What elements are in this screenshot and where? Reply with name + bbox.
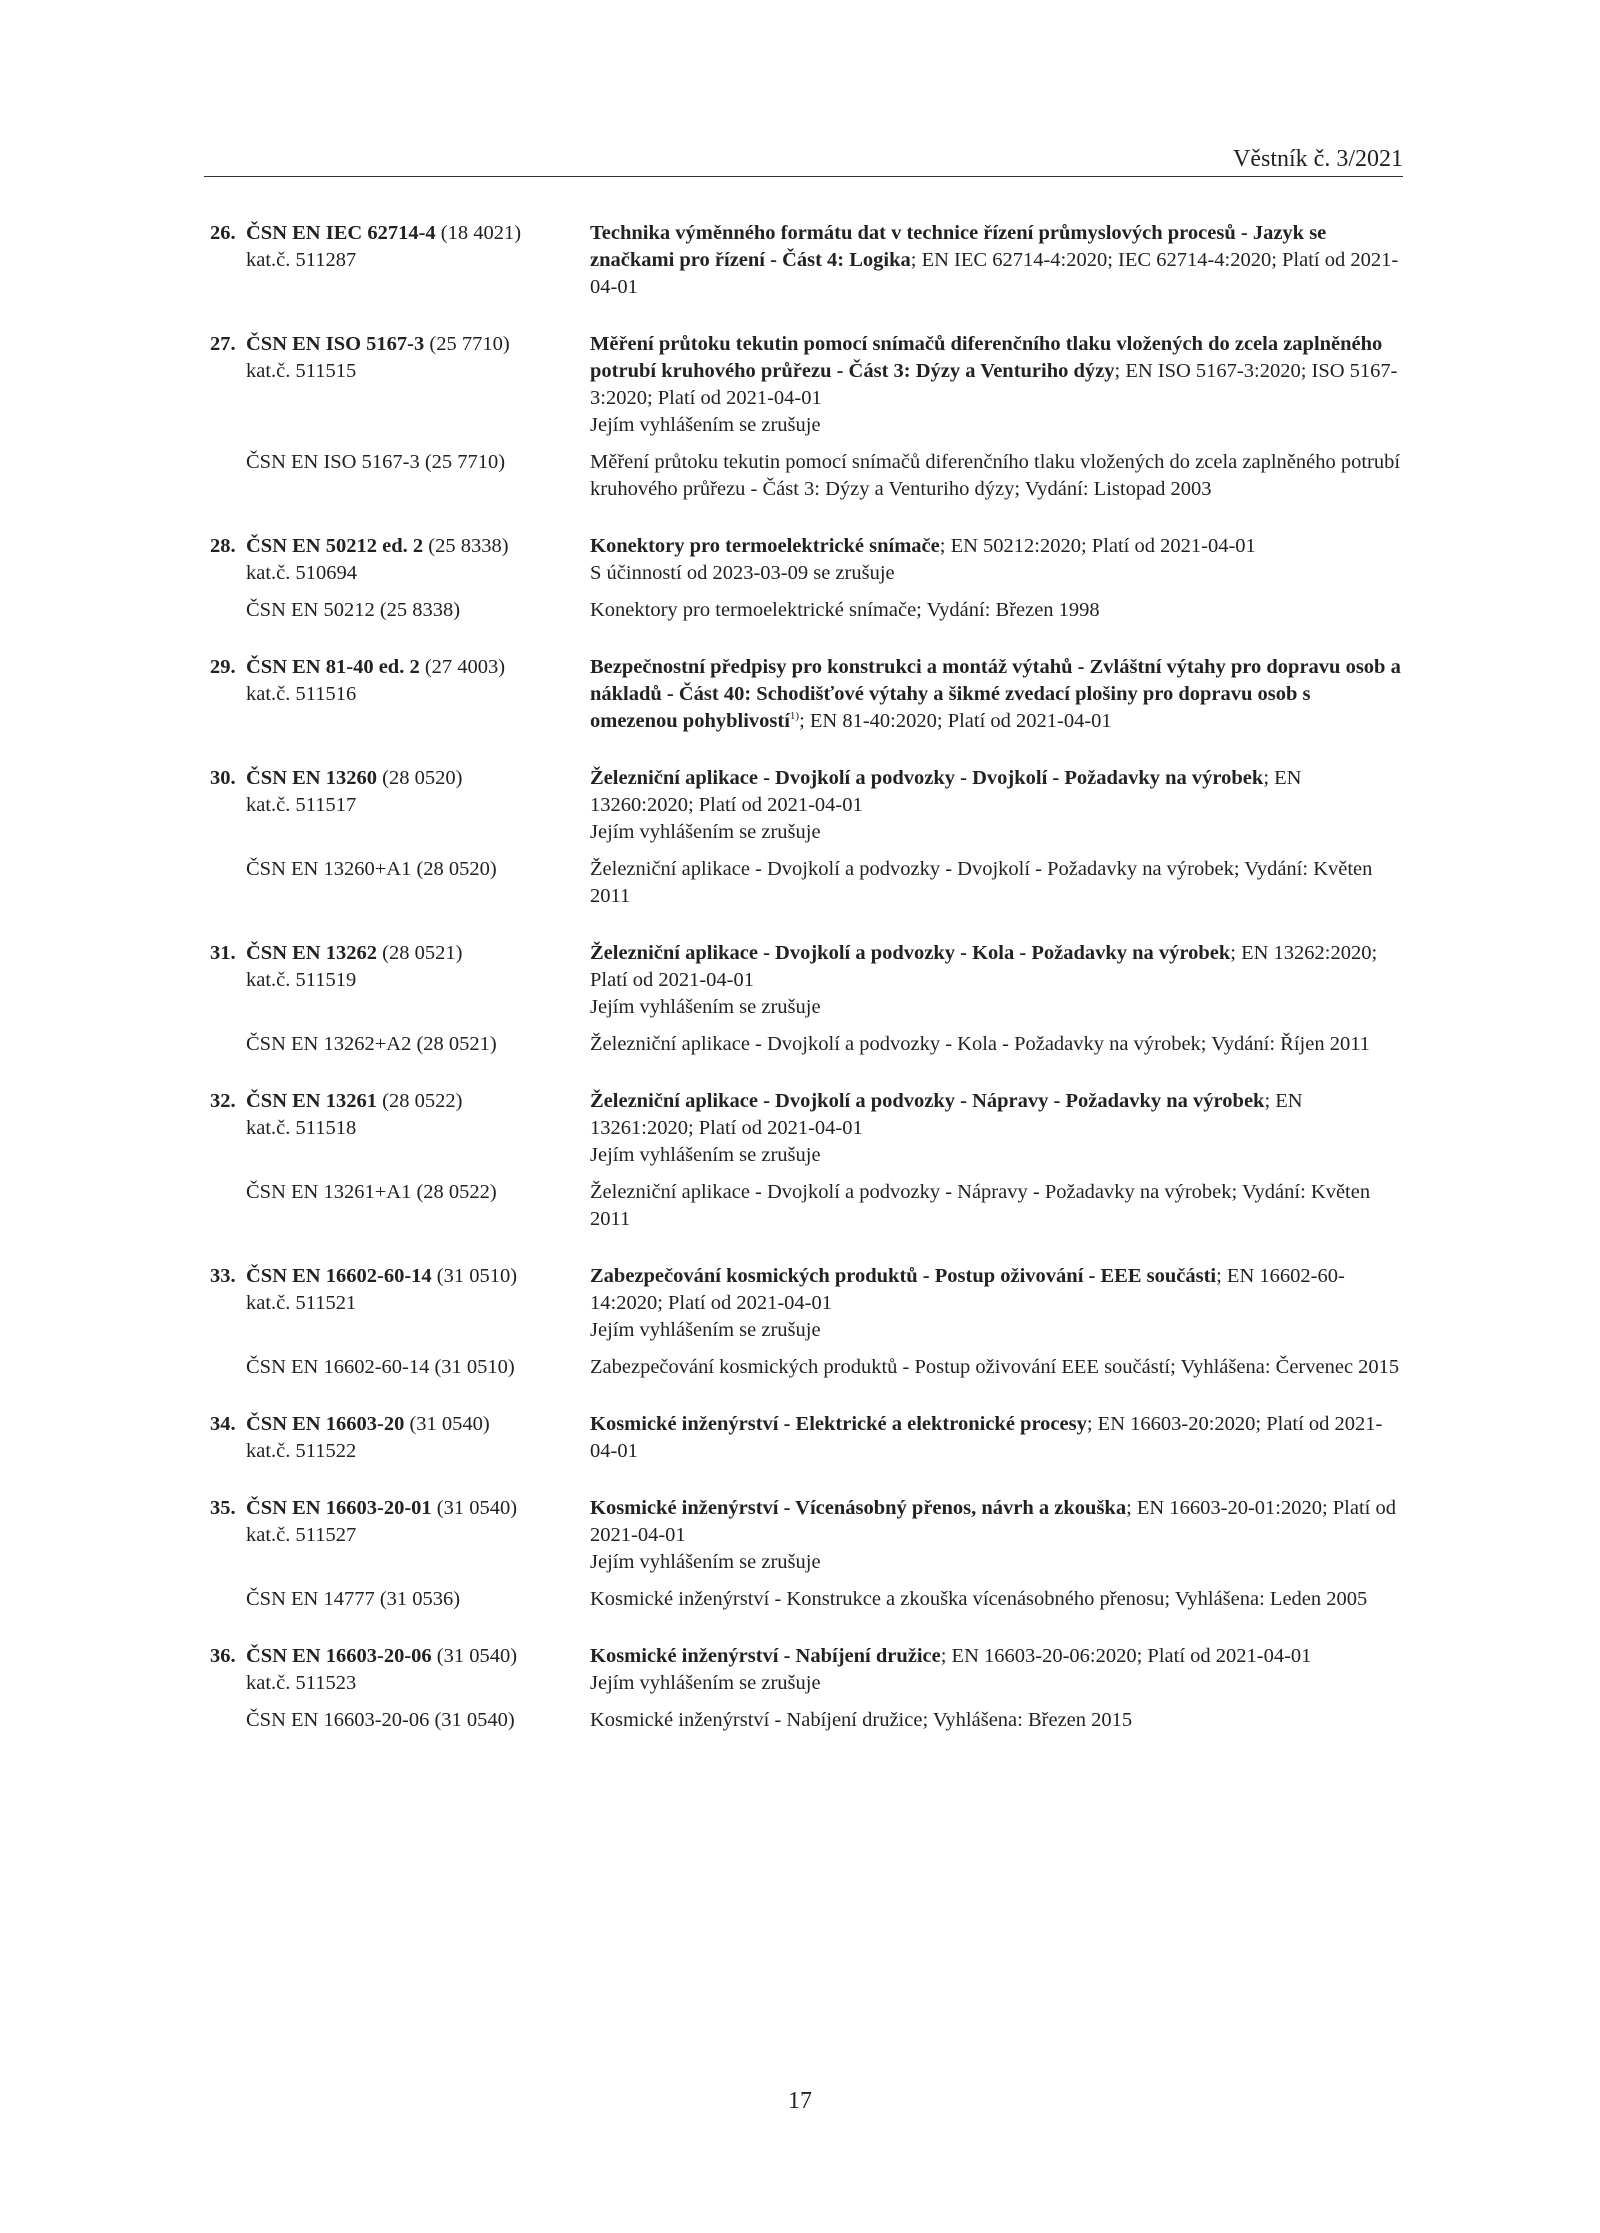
cancellation-note: Jejím vyhlášením se zrušuje bbox=[590, 1144, 821, 1166]
replaced-standard-text: Zabezpečování kosmických produktů - Postup oživování EEE součástí; Vyhlášena: Červenec 2015 bbox=[590, 1356, 1400, 1378]
standard-code: ČSN EN 50212 ed. 2 bbox=[246, 535, 424, 557]
page-number: 17 bbox=[788, 2088, 812, 2114]
class-code: (27 4003) bbox=[424, 656, 506, 678]
standard-title: Železniční aplikace - Dvojkolí a podvozky - Kola - Požadavky na výrobek bbox=[590, 942, 1231, 964]
entry-number: 27. bbox=[210, 333, 236, 355]
standard-title: Železniční aplikace - Dvojkolí a podvozky - Nápravy - Požadavky na výrobek bbox=[590, 1090, 1265, 1112]
standard-code: ČSN EN 16603-20 bbox=[246, 1413, 405, 1435]
standard-code: ČSN EN IEC 62714-4 bbox=[246, 222, 436, 244]
standard-info: ; EN IEC 62714-4:2020; IEC 62714-4:2020; Platí od 2021-04-01 bbox=[590, 249, 1399, 298]
standard-info: ; EN 16603-20-06:2020; Platí od 2021-04-01 bbox=[940, 1645, 1312, 1667]
standard-code: ČSN EN ISO 5167-3 bbox=[246, 333, 425, 355]
standard-code: ČSN EN 16603-20-01 bbox=[246, 1497, 432, 1519]
entry-number: 31. bbox=[210, 942, 236, 964]
catalog-number: kat.č. 511521 bbox=[246, 1292, 357, 1314]
standard-entry bbox=[210, 1088, 1403, 1233]
standard-entry bbox=[210, 331, 1403, 503]
catalog-number: kat.č. 511523 bbox=[246, 1672, 357, 1694]
standards-list bbox=[210, 220, 1403, 1764]
standard-title: Železniční aplikace - Dvojkolí a podvozky - Dvojkolí - Požadavky na výrobek bbox=[590, 767, 1264, 789]
class-code: (31 0540) bbox=[436, 1645, 518, 1667]
standard-entry bbox=[210, 654, 1403, 735]
standard-entry bbox=[210, 1411, 1403, 1465]
footnote-marker: 1) bbox=[789, 710, 800, 723]
replaced-standard-text: Železniční aplikace - Dvojkolí a podvozky - Dvojkolí - Požadavky na výrobek; Vydání: Květen 2011 bbox=[590, 858, 1373, 907]
standard-entry bbox=[210, 1263, 1403, 1381]
class-code: (28 0522) bbox=[382, 1090, 463, 1112]
replaced-standard-code: ČSN EN 13262+A2 (28 0521) bbox=[246, 1033, 497, 1055]
entry-number: 30. bbox=[210, 767, 236, 789]
replaced-standard-text: Železniční aplikace - Dvojkolí a podvozky - Kola - Požadavky na výrobek; Vydání: Říjen 2011 bbox=[590, 1033, 1370, 1055]
entry-number: 36. bbox=[210, 1645, 236, 1667]
standard-info: ; EN 13262:2020; Platí od 2021-04-01 bbox=[590, 942, 1378, 991]
entry-number: 26. bbox=[210, 222, 236, 244]
entry-number: 32. bbox=[210, 1090, 236, 1112]
replaced-standard-code: ČSN EN 14777 (31 0536) bbox=[246, 1588, 461, 1610]
class-code: (18 4021) bbox=[440, 222, 522, 244]
standard-entry bbox=[210, 940, 1403, 1058]
standard-title: Kosmické inženýrství - Nabíjení družice bbox=[590, 1645, 941, 1667]
standard-entry bbox=[210, 533, 1403, 624]
replaced-standard-code: ČSN EN 13260+A1 (28 0520) bbox=[246, 858, 497, 880]
class-code: (28 0520) bbox=[382, 767, 463, 789]
catalog-number: kat.č. 511522 bbox=[246, 1440, 357, 1462]
standard-title: Bezpečnostní předpisy pro konstrukci a montáž výtahů - Zvláštní výtahy pro dopravu osob a nákladů - Část 40: Schodišťové výtahy a šikmé zvedací plošiny pro dopravu osob s omezenou pohyblivostí bbox=[590, 656, 1401, 732]
entry-number: 28. bbox=[210, 535, 236, 557]
standard-info: ; EN 13260:2020; Platí od 2021-04-01 bbox=[590, 767, 1302, 816]
standard-title: Kosmické inženýrství - Elektrické a elektronické procesy bbox=[590, 1413, 1087, 1435]
standard-entry bbox=[210, 1643, 1403, 1734]
catalog-number: kat.č. 511516 bbox=[246, 683, 357, 705]
standard-code: ČSN EN 16603-20-06 bbox=[246, 1645, 432, 1667]
catalog-number: kat.č. 511287 bbox=[246, 249, 357, 271]
entry-number: 34. bbox=[210, 1413, 236, 1435]
replaced-standard-code: ČSN EN 13261+A1 (28 0522) bbox=[246, 1181, 497, 1203]
replaced-standard-code: ČSN EN 16602-60-14 (31 0510) bbox=[246, 1356, 515, 1378]
catalog-number: kat.č. 511518 bbox=[246, 1117, 357, 1139]
class-code: (31 0540) bbox=[436, 1497, 518, 1519]
standard-info: ; EN 16603-20:2020; Platí od 2021-04-01 bbox=[590, 1413, 1383, 1462]
replaced-standard-text: Konektory pro termoelektrické snímače; Vydání: Březen 1998 bbox=[590, 599, 1100, 621]
standard-entry bbox=[210, 1495, 1403, 1613]
standard-code: ČSN EN 13260 bbox=[246, 767, 377, 789]
entry-number: 29. bbox=[210, 656, 236, 678]
entry-number: 35. bbox=[210, 1497, 236, 1519]
cancellation-note: Jejím vyhlášením se zrušuje bbox=[590, 821, 821, 843]
replaced-standard-code: ČSN EN 16603-20-06 (31 0540) bbox=[246, 1709, 515, 1731]
standard-entry bbox=[210, 765, 1403, 910]
standard-code: ČSN EN 13262 bbox=[246, 942, 377, 964]
entry-number: 33. bbox=[210, 1265, 236, 1287]
cancellation-note: Jejím vyhlášením se zrušuje bbox=[590, 996, 821, 1018]
standard-info: ; EN ISO 5167-3:2020; ISO 5167-3:2020; Platí od 2021-04-01 bbox=[590, 360, 1398, 409]
replaced-standard-text: Měření průtoku tekutin pomocí snímačů diferenčního tlaku vložených do zcela zaplněného potrubí kruhového průřezu - Část 3: Dýzy a Venturiho dýzy; Vydání: Listopad 2003 bbox=[590, 451, 1401, 500]
standard-entry bbox=[210, 220, 1403, 301]
header-rule bbox=[204, 176, 1403, 177]
class-code: (25 8338) bbox=[428, 535, 509, 557]
replaced-standard-code: ČSN EN ISO 5167-3 (25 7710) bbox=[246, 451, 506, 473]
standard-code: ČSN EN 81-40 ed. 2 bbox=[246, 656, 420, 678]
replaced-standard-text: Kosmické inženýrství - Konstrukce a zkouška vícenásobného přenosu; Vyhlášena: Leden 2005 bbox=[590, 1588, 1368, 1610]
replaced-standard-code: ČSN EN 50212 (25 8338) bbox=[246, 599, 461, 621]
standard-title: Zabezpečování kosmických produktů - Postup oživování - EEE součásti bbox=[590, 1265, 1217, 1287]
class-code: (28 0521) bbox=[382, 942, 463, 964]
catalog-number: kat.č. 511519 bbox=[246, 969, 357, 991]
standard-title: Technika výměnného formátu dat v technice řízení průmyslových procesů - Jazyk se značkami pro řízení - Část 4: Logika bbox=[590, 222, 1327, 271]
standard-info: ; EN 16602-60-14:2020; Platí od 2021-04-01 bbox=[590, 1265, 1345, 1314]
catalog-number: kat.č. 511527 bbox=[246, 1524, 357, 1546]
catalog-number: kat.č. 511517 bbox=[246, 794, 357, 816]
catalog-number: kat.č. 510694 bbox=[246, 562, 358, 584]
replaced-standard-text: Železniční aplikace - Dvojkolí a podvozky - Nápravy - Požadavky na výrobek; Vydání: Květen 2011 bbox=[590, 1181, 1371, 1230]
standard-title: Kosmické inženýrství - Vícenásobný přenos, návrh a zkouška bbox=[590, 1497, 1127, 1519]
cancellation-note: S účinností od 2023-03-09 se zrušuje bbox=[590, 562, 895, 584]
standard-title: Měření průtoku tekutin pomocí snímačů diferenčního tlaku vložených do zcela zaplněného potrubí kruhového průřezu - Část 3: Dýzy a Venturiho dýzy bbox=[590, 333, 1383, 382]
standard-title: Konektory pro termoelektrické snímače bbox=[590, 535, 940, 557]
cancellation-note: Jejím vyhlášením se zrušuje bbox=[590, 1551, 821, 1573]
catalog-number: kat.č. 511515 bbox=[246, 360, 357, 382]
class-code: (25 7710) bbox=[429, 333, 510, 355]
cancellation-note: Jejím vyhlášením se zrušuje bbox=[590, 1672, 821, 1694]
standard-code: ČSN EN 16602-60-14 bbox=[246, 1265, 432, 1287]
replaced-standard-text: Kosmické inženýrství - Nabíjení družice; Vyhlášena: Březen 2015 bbox=[590, 1709, 1133, 1731]
cancellation-note: Jejím vyhlášením se zrušuje bbox=[590, 414, 821, 436]
class-code: (31 0540) bbox=[409, 1413, 490, 1435]
standard-code: ČSN EN 13261 bbox=[246, 1090, 377, 1112]
standard-info: ; EN 81-40:2020; Platí od 2021-04-01 bbox=[799, 710, 1112, 732]
page-header-title: Věstník č. 3/2021 bbox=[1233, 146, 1403, 172]
standard-info: ; EN 16603-20-01:2020; Platí od 2021-04-01 bbox=[590, 1497, 1396, 1546]
standard-info: ; EN 13261:2020; Platí od 2021-04-01 bbox=[590, 1090, 1303, 1139]
class-code: (31 0510) bbox=[436, 1265, 518, 1287]
standard-info: ; EN 50212:2020; Platí od 2021-04-01 bbox=[939, 535, 1256, 557]
cancellation-note: Jejím vyhlášením se zrušuje bbox=[590, 1319, 821, 1341]
